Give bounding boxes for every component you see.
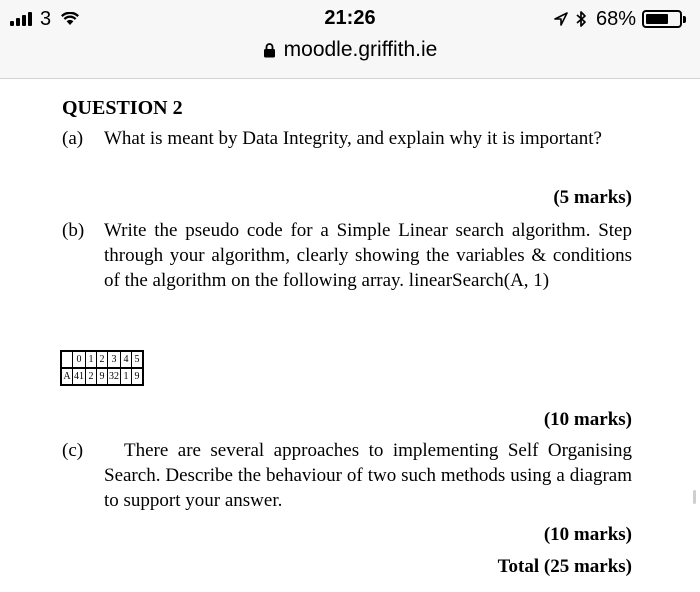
array-cell: 2 <box>86 368 97 385</box>
battery-fill <box>646 14 668 24</box>
array-cell: 4 <box>121 351 132 368</box>
bluetooth-icon <box>574 10 588 28</box>
part-c-text: There are several approaches to implementing Self Organising Search. Describe the behaviour of two such methods using a diagram to support your answer. <box>104 440 632 511</box>
part-a-text: What is meant by Data Integrity, and explain why it is important? <box>104 128 602 149</box>
url-bar[interactable] <box>0 36 700 64</box>
part-c-label: (c) <box>62 440 84 461</box>
part-a-label: (a) <box>62 128 84 149</box>
array-cell: 9 <box>132 368 144 385</box>
array-cell: 9 <box>97 368 108 385</box>
location-arrow-icon <box>554 10 568 28</box>
array-cell: 32 <box>108 368 121 385</box>
battery-icon <box>642 10 682 28</box>
carrier-name: 3 <box>40 8 52 30</box>
lock-icon <box>263 42 276 58</box>
array-cell: 5 <box>132 351 144 368</box>
status-right <box>554 8 686 30</box>
array-value-row <box>61 368 143 385</box>
status-clock: 21:26 <box>324 7 376 29</box>
total-marks: Total (25 marks) <box>497 556 632 577</box>
part-b-text: Write the pseudo code for a Simple Linear search algorithm. Step through your algorithm, clearly showing the variables & conditions of the algorithm on the following array. linearSearch(A, 1) <box>104 220 632 291</box>
battery-cap <box>683 16 686 23</box>
array-cell: 2 <box>97 351 108 368</box>
part-b <box>62 218 632 293</box>
part-b-marks: (10 marks) <box>543 409 632 430</box>
part-c <box>62 438 632 513</box>
array-cell: 3 <box>108 351 121 368</box>
part-a <box>62 126 632 151</box>
question-title: QUESTION 2 <box>62 97 183 119</box>
array-cell: 0 <box>73 351 86 368</box>
array-cell: 41 <box>73 368 86 385</box>
array-cell: A <box>61 368 73 385</box>
question-document <box>0 79 700 592</box>
battery-percentage: 68% <box>595 8 636 30</box>
part-b-label: (b) <box>62 220 85 241</box>
array-cell: 1 <box>121 368 132 385</box>
array-index-row <box>61 351 143 368</box>
array-cell <box>61 351 73 368</box>
array-table <box>60 350 144 386</box>
part-a-marks: (5 marks) <box>553 187 632 208</box>
browser-chrome <box>0 0 700 79</box>
part-c-marks: (10 marks) <box>543 524 632 545</box>
array-cell: 1 <box>86 351 97 368</box>
scroll-indicator[interactable] <box>693 490 696 504</box>
url-domain[interactable]: moodle.griffith.ie <box>283 38 438 61</box>
